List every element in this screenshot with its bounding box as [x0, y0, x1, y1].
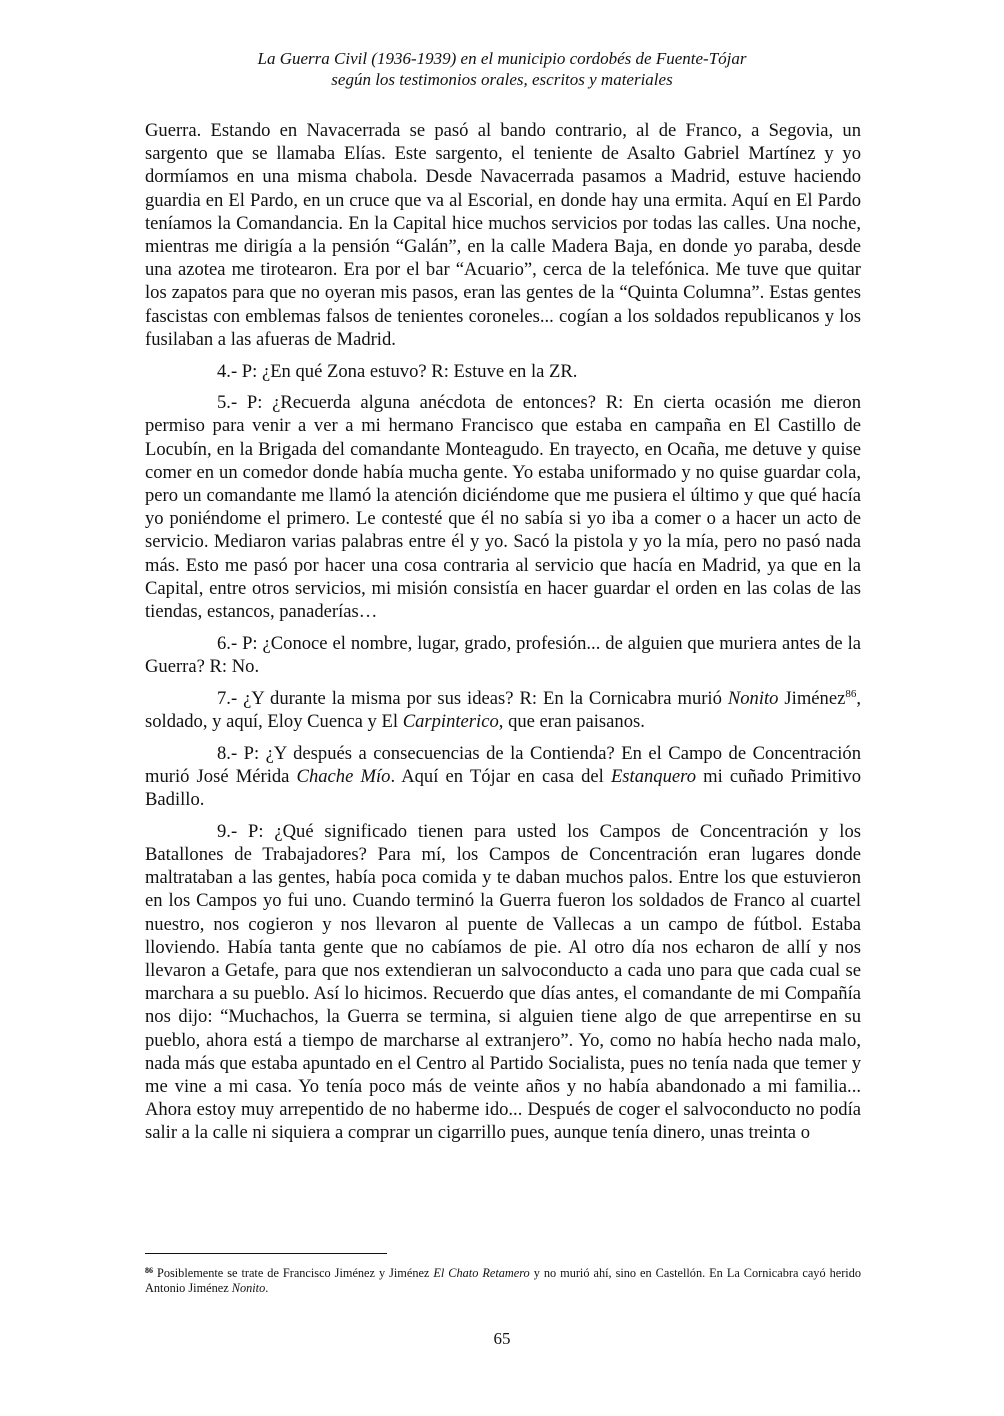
text-run: 7.- ¿Y durante la misma por sus ideas? R: En la Cornicabra murió: [217, 687, 728, 709]
footnote-reference: 86: [845, 687, 857, 700]
paragraph-question-5: 5.- P: ¿Recuerda alguna anécdota de entonces? R: En cierta ocasión me dieron permiso para venir a ver a mi hermano Francisco que estaba en campaña en El Castillo de Locubín, en la Brigada del comandante Monteagudo. En trayecto, en Ocaña, me detuve y quise comer en un comedor donde había mucha gente. Yo estaba uniformado y no quise guardar cola, pero un comandante me llamó la atención diciéndome que me pusiera el último y que qué hacía yo poniéndome el primero. Le contesté que él no sabía si yo iba a comer o a hacer un acto de servicio. Mediaron varias palabras entre él y yo. Sacó la pistola y yo la mía, pero no pasó nada más. Esto me pasó por hacer una cosa contraria al servicio que hacía en Madrid, ya que en la Capital, entre otros servicios, mi misión consistía en hacer guardar el orden en las colas de las tiendas, estancos, panaderías…: [145, 392, 861, 623]
header-subtitle-line: según los testimonios orales, escritos y materiales: [331, 70, 673, 89]
paragraph-question-9: 9.- P: ¿Qué significado tienen para usted los Campos de Concentración y los Batallones de Trabajadores? Para mí, los Campos de Concentración eran lugares donde maltrataban a las gentes, había poca comida y te daban muchos palos. Entre los que estuvieron en los Campos yo fui uno. Cuando terminó la Guerra fueron los soldados de Franco al cuartel nuestro, nos cogieron y nos llevaron al puente de Vallecas a un campo de fútbol. Estaba lloviendo. Había tanta gente que no cabíamos de pie. Al otro día nos echaron de allí y nos llevaron a Getafe, para que nos extendieran un salvoconducto a cada uno para que cada cual se marchara a su pueblo. Así lo hicimos. Recuerdo que días antes, el comandante de mi Compañía nos dijo: “Muchachos, la Guerra se termina, si alguien tiene algo de que arrepentirse en su pueblo, ahora está a tiempo de marcharse al extranjero”. Yo, como no había hecho nada malo, nada más que estaba apuntado en el Centro al Partido Socialista, pues no tenía nada que temer y me vine a mi casa. Yo tenía poco más de veinte años y no había abandonado a mi familia... Ahora estoy muy arrepentido de no haberme ido... Después de coger el salvoconducto no podía salir a la calle ni siquiera a comprar un cigarrillo pues, aunque tenía dinero, unas treinta o: [145, 820, 861, 1144]
footnote: [145, 1266, 861, 1296]
text-run: , que eran paisanos.: [498, 710, 645, 732]
text-run: , soldado, y aquí, Eloy Cuenca y El: [145, 687, 861, 732]
paragraph-question-4: 4.- P: ¿En qué Zona estuvo? R: Estuve en la ZR.: [217, 360, 578, 382]
italic-name: Estanquero: [610, 765, 696, 787]
paragraph-question-6: 6.- P: ¿Conoce el nombre, lugar, grado, profesión... de alguien que muriera antes de la Guerra? R: No.: [145, 632, 861, 677]
italic-name: Nonito: [727, 687, 779, 709]
header-title-line: La Guerra Civil (1936-1939) en el municipio cordobés de Fuente-Tójar: [257, 49, 747, 68]
italic-name: Carpinterico: [402, 710, 499, 732]
italic-name: El Chato Retamero: [433, 1266, 530, 1280]
text-run: . Aquí en Tójar en casa del: [390, 765, 611, 787]
paragraph-question-8: [145, 742, 861, 812]
text-run: Jiménez: [778, 687, 846, 709]
page-number: 65: [493, 1329, 511, 1348]
footnote-separator: [145, 1253, 387, 1254]
running-header: [0, 48, 1004, 90]
footnote-number: 86: [145, 1266, 153, 1275]
text-run: 8.- P: ¿Y después a consecuencias de la Contienda? En el Campo de Concentración murió José Mérida: [145, 742, 861, 787]
text-run: Posiblemente se trate de Francisco Jiménez y Jiménez: [153, 1266, 434, 1280]
text-run: y no murió ahí, sino en Castellón. En La Cornicabra cayó herido Antonio Jiménez: [145, 1266, 862, 1295]
paragraph-question-7: [145, 687, 861, 733]
paragraph-continuation: Guerra. Estando en Navacerrada se pasó al bando contrario, al de Franco, a Segovia, un sargento que se llamaba Elías. Este sargento, el teniente de Asalto Gabriel Martínez y yo dormíamos en una misma chabola. Desde Navacerrada pasamos a Madrid, estuve haciendo guardia en El Pardo, en un cruce que va al Escorial, en donde hay una ermita. Aquí en El Pardo teníamos la Comandancia. En la Capital hice muchos servicios por todas las calles. Una noche, mientras me dirigía a la pensión “Galán”, en la calle Madera Baja, en donde yo paraba, desde una azotea me tirotearon. Era por el bar “Acuario”, cerca de la telefónica. Me tuve que quitar los zapatos para que no oyeran mis pasos, eran las gentes de la “Quinta Columna”. Estas gentes fascistas con emblemas falsos de tenientes coroneles... cogían a los soldados republicanos y los fusilaban a las afueras de Madrid.: [145, 120, 861, 350]
main-text: [145, 119, 861, 1153]
text-run: .: [265, 1281, 269, 1295]
italic-name: Nonito: [231, 1281, 266, 1295]
italic-name: Chache Mío: [296, 765, 391, 787]
text-run: mi cuñado Primitivo Badillo.: [145, 765, 861, 810]
